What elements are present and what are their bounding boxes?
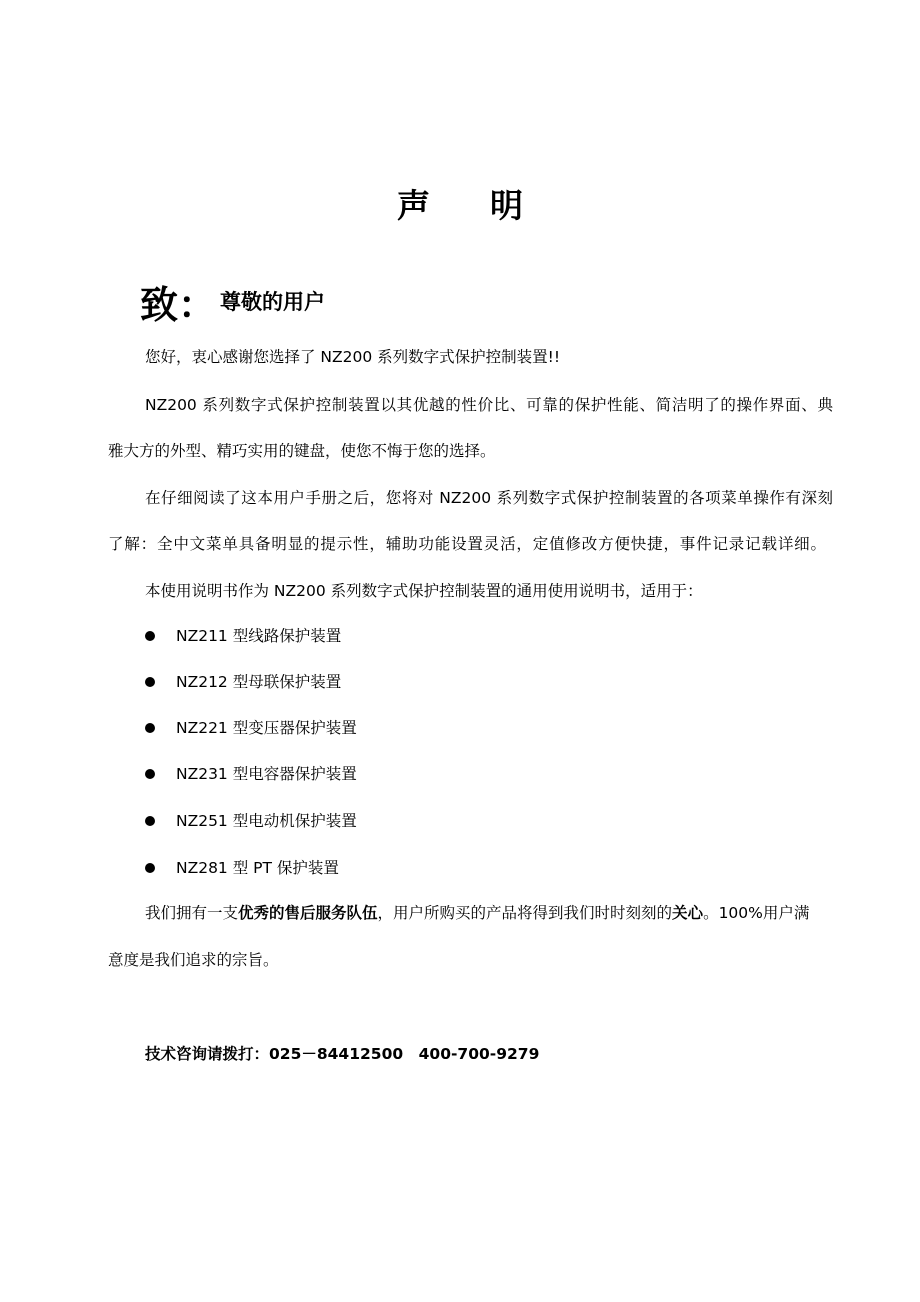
- intro-paragraph-line2: 雅大方的外型、精巧实用的键盘，使您不悔于您的选择。: [108, 442, 496, 460]
- bullet-icon: [145, 816, 155, 826]
- text: 。100%用户满: [703, 904, 810, 922]
- list-item: NZ251 型电动机保护装置: [176, 812, 357, 830]
- contact-line: 技术咨询请拨打：025－84412500 400-700-9279: [145, 1045, 540, 1063]
- list-item: NZ281 型 PT 保护装置: [176, 859, 339, 877]
- salutation-prefix: 致：: [140, 283, 217, 327]
- bullet-icon: [145, 863, 155, 873]
- emphasis-text: 优秀的售后服务队伍: [238, 904, 378, 922]
- emphasis-text: 关心: [672, 904, 704, 922]
- manual-paragraph-line2: 了解：全中文菜单具备明显的提示性，辅助功能设置灵活，定值修改方便快捷，事件记录记载详细。: [108, 535, 826, 553]
- bullet-icon: [145, 769, 155, 779]
- bullet-icon: [145, 677, 155, 687]
- applicability-paragraph: 本使用说明书作为 NZ200 系列数字式保护控制装置的通用使用说明书，适用于：: [145, 582, 703, 600]
- manual-paragraph-line1: 在仔细阅读了这本用户手册之后，您将对 NZ200 系列数字式保护控制装置的各项菜单操作有深刻: [145, 489, 833, 507]
- salutation-recipient: 尊敬的用户: [220, 290, 325, 314]
- list-item: NZ221 型变压器保护装置: [176, 719, 357, 737]
- text: 我们拥有一支: [145, 904, 239, 922]
- list-item: NZ211 型线路保护装置: [176, 627, 342, 645]
- intro-paragraph-line1: NZ200 系列数字式保护控制装置以其优越的性价比、可靠的保护性能、简洁明了的操作界面、典: [145, 396, 833, 414]
- list-item: NZ212 型母联保护装置: [176, 673, 342, 691]
- bullet-icon: [145, 723, 155, 733]
- text: ，用户所购买的产品将得到我们时时刻刻的: [377, 904, 673, 922]
- service-paragraph-line2: 意度是我们追求的宗旨。: [108, 951, 279, 969]
- greeting-paragraph: 您好，衷心感谢您选择了 NZ200 系列数字式保护控制装置!!: [145, 348, 561, 366]
- service-paragraph-line1: [145, 903, 809, 923]
- page-title: 声明: [397, 186, 583, 225]
- bullet-icon: [145, 631, 155, 641]
- list-item: NZ231 型电容器保护装置: [176, 765, 357, 783]
